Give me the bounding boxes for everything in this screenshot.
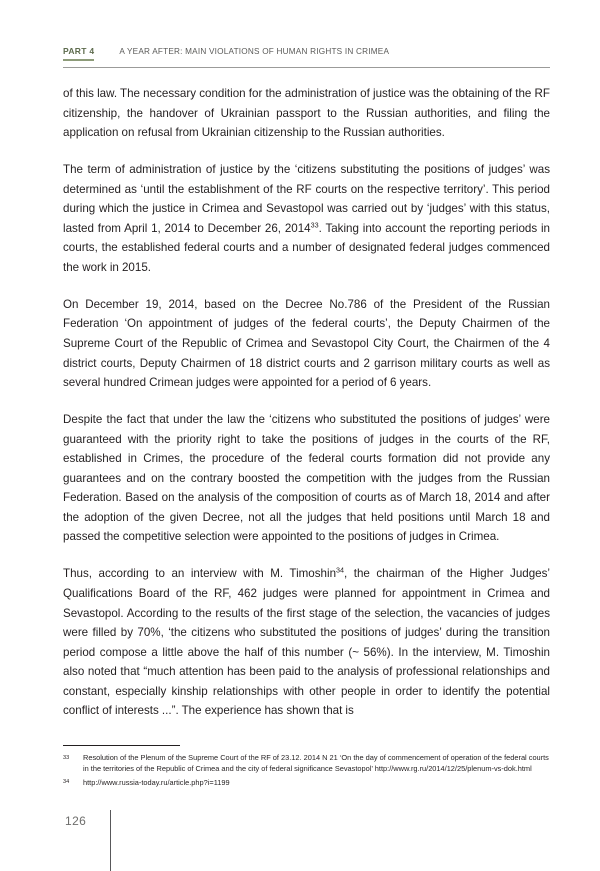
footnote-item xyxy=(63,777,550,789)
paragraph-5-text-before-footnote: Thus, according to an interview with M. Timoshin xyxy=(63,567,337,581)
paragraph-2-text-before-footnote: The term of administration of justice by the ‘citizens substituting the positions of judges’ was determined as ‘until the establishment of the RF courts on the respective territory’. This period during which the justice in Crimea and Sevastopol was carried out by ‘judges’ with this status, lasted from April 1, 2014 to December 26, 2014 xyxy=(63,163,550,235)
paragraph-4: Despite the fact that under the law the ‘citizens who substituted the positions of judges’ were guaranteed with the priority right to take the positions of judges in the courts of the RF, established in Crimes, the procedure of the federal courts formation did not provide any guarantees and on the contrary boosted the competition with the judges from the Russian Federation. Based on the analysis of the composition of courts as of March 18, 2014 and after the adoption of the given Decree, not all the judges that held positions until March 18 and passed the competitive selection were appointed to the positions of judges in Crimea. xyxy=(63,413,550,544)
paragraph-5 xyxy=(63,564,550,720)
footnote-number-33: 33 xyxy=(63,754,70,761)
page-number: 126 xyxy=(65,814,87,828)
header-divider xyxy=(63,67,550,68)
footnote-ref-33[interactable]: 33 xyxy=(310,220,319,230)
paragraph-1: of this law. The necessary condition for the administration of justice was the obtaining of the RF citizenship, the handover of Ukrainian passport to the Russian authorities, and filing the application on refusal from Ukrainian citizenship to the Russian authorities. xyxy=(63,87,550,140)
running-header-title: A YEAR AFTER: MAIN VIOLATIONS OF HUMAN RIGHTS IN CRIMEA xyxy=(119,47,390,56)
paragraph-2-text-after-footnote: . Taking into account the reporting periods in courts, the established federal courts and a number of designated federal judges commenced the work in 2015. xyxy=(63,221,550,274)
paragraph-5-text-after-footnote: , the chairman of the Higher Judges’ Qualifications Board of the RF, 462 judges were planned for appointment in Crimea and Sevastopol. According to the results of the first stage of the selection, the vacancies of judges were filled by 70%, ‘the citizens who substituted the positions of judges’ during the transition period compose a little above the half of this number (~ 56%). In the interview, M. Timoshin also noted that “much attention has been paid to the analysis of professional relationships and constant, especially kinship relationships with other people in order to identify the potential conflict of interests ...”. The experience has shown that is xyxy=(63,567,550,718)
body-text-column xyxy=(63,84,550,721)
footnote-separator xyxy=(63,745,180,746)
footnotes-area xyxy=(63,745,550,791)
footnote-item xyxy=(63,752,550,775)
footnote-text-33[interactable]: Resolution of the Plenum of the Supreme Court of the RF of 23.12. 2014 N 21 ‘On the day of commencement of operation of the federal courts in the territories of the Republic of Crimea and the city of federal significance Sevastopol’ http://www.rg.ru/2014/12/25/plenum-vs-dok.html xyxy=(83,753,549,774)
footnote-number-34: 34 xyxy=(63,779,70,786)
paragraph-3: On December 19, 2014, based on the Decree No.786 of the President of the Russian Federation ‘On appointment of judges of the federal courts’, the Deputy Chairmen of the Supreme Court of the Republic of Crimea and Sevastopol City Court, the Chairmen of the 4 district courts, Deputy Chairmen of 18 district courts and 2 garrison military courts as well as several hundred Crimean judges were appointed for a period of 6 years. xyxy=(63,297,550,390)
part-label: PART 4 xyxy=(63,46,94,61)
footnote-text-34[interactable]: http://www.russia-today.ru/article.php?i=1199 xyxy=(83,777,230,787)
paragraph-2 xyxy=(63,160,550,277)
running-header xyxy=(63,46,550,61)
folio-divider xyxy=(110,810,111,871)
footnote-ref-34[interactable]: 34 xyxy=(336,565,345,575)
